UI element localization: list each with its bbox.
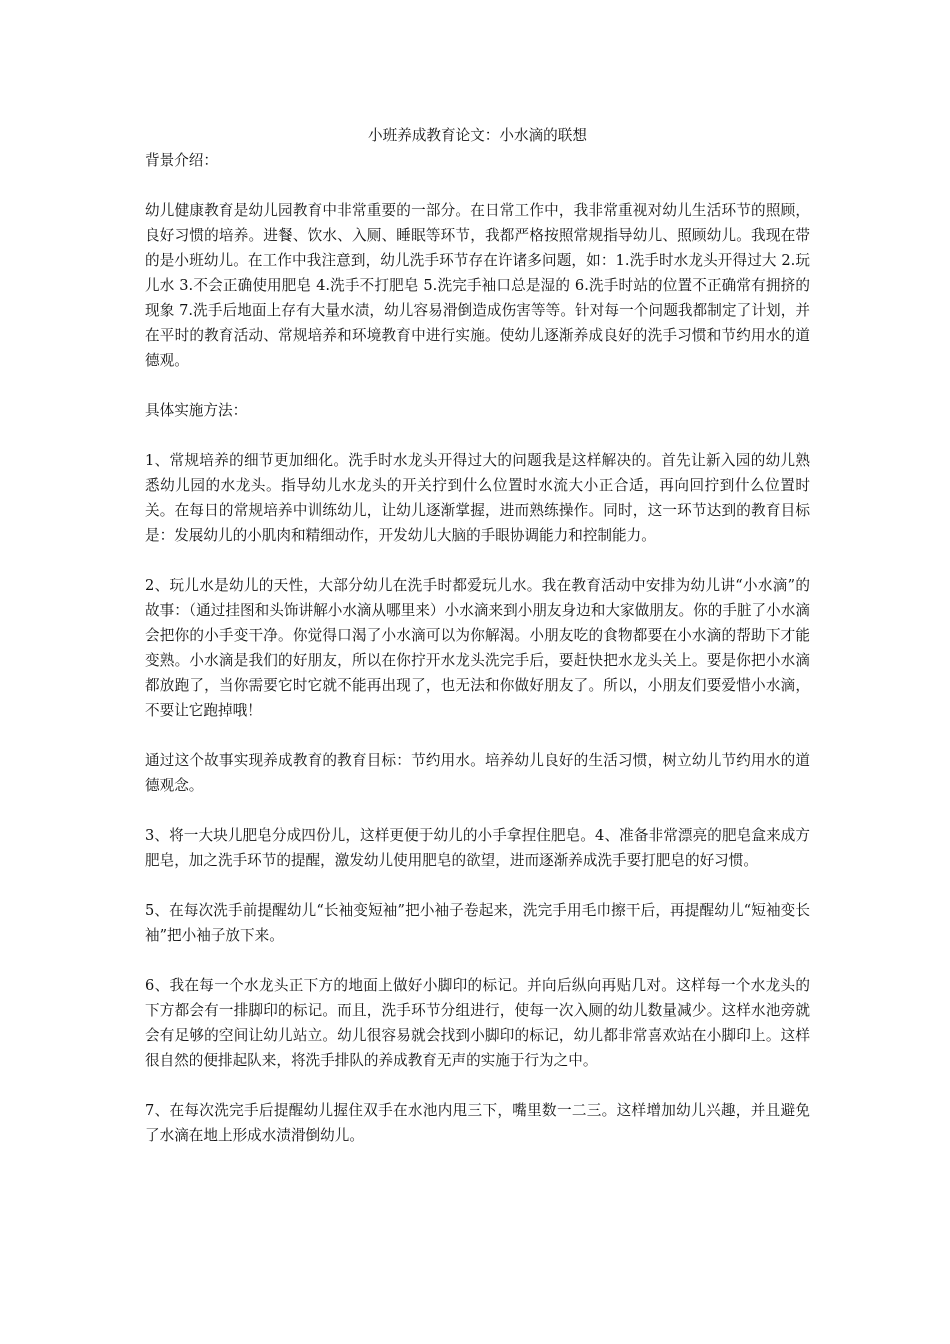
- document-title: 小班养成教育论文：小水滴的联想: [368, 127, 587, 144]
- paragraph-gap: [145, 798, 810, 823]
- paragraph-gap: [145, 948, 810, 973]
- background-label: 背景介绍：: [145, 152, 218, 169]
- paragraph-gap: [145, 873, 810, 898]
- paragraph-gap: [145, 548, 810, 573]
- method-paragraph-1: 1、常规培养的细节更加细化。洗手时水龙头开得过大的问题我是这样解决的。首先让新入园的幼儿熟悉幼儿园的水龙头。指导幼儿水龙头的开关拧到什么位置时水流大小正合适，再向回拧到什么位置时关。在每日的常规培养中训练幼儿，让幼儿逐渐掌握，进而熟练操作。同时，这一环节达到的教育目标是：发展幼儿的小肌肉和精细动作，开发幼儿大脑的手眼协调能力和控制能力。: [145, 452, 810, 544]
- method-paragraph-7: 7、在每次洗完手后提醒幼儿握住双手在水池内甩三下，嘴里数一二三。这样增加幼儿兴趣，并且避免了水滴在地上形成水渍滑倒幼儿。: [145, 1102, 810, 1144]
- document-body: [145, 123, 810, 1148]
- methods-label: 具体实施方法：: [145, 402, 248, 419]
- method-paragraph-6: 6、我在每一个水龙头正下方的地面上做好小脚印的标记。并向后纵向再贴几对。这样每一个水龙头的下方都会有一排脚印的标记。而且，洗手环节分组进行，使每一次入厕的幼儿数量减少。这样水池旁就会有足够的空间让幼儿站立。幼儿很容易就会找到小脚印的标记，幼儿都非常喜欢站在小脚印上。这样很自然的便排起队来，将洗手排队的养成教育无声的实施于行为之中。: [145, 977, 810, 1069]
- paragraph-gap: [145, 1073, 810, 1098]
- method-paragraph-5: 5、在每次洗手前提醒幼儿“长袖变短袖”把小袖子卷起来，洗完手用毛巾擦干后，再提醒幼儿“短袖变长袖”把小袖子放下来。: [145, 902, 810, 944]
- paragraph-gap: [145, 173, 810, 198]
- method-paragraph-3-4: 3、将一大块儿肥皂分成四份儿，这样更便于幼儿的小手拿捏住肥皂。4、准备非常漂亮的肥皂盒来成方肥皂，加之洗手环节的提醒，激发幼儿使用肥皂的欲望，进而逐渐养成洗手要打肥皂的好习惯。: [145, 827, 810, 869]
- method-paragraph-2: 2、玩儿水是幼儿的天性，大部分幼儿在洗手时都爱玩儿水。我在教育活动中安排为幼儿讲“小水滴”的故事：（通过挂图和头饰讲解小水滴从哪里来）小水滴来到小朋友身边和大家做朋友。你的手脏了小水滴会把你的小手变干净。你觉得口渴了小水滴可以为你解渴。小朋友吃的食物都要在小水滴的帮助下才能变熟。小水滴是我们的好朋友，所以在你拧开水龙头洗完手后，要赶快把水龙头关上。要是你把小水滴都放跑了，当你需要它时它就不能再出现了，也无法和你做好朋友了。所以，小朋友们要爱惜小水滴，不要让它跑掉哦！: [145, 577, 810, 719]
- paragraph-gap: [145, 373, 810, 398]
- paragraph-gap: [145, 423, 810, 448]
- paragraph-gap: [145, 723, 810, 748]
- intro-paragraph: 幼儿健康教育是幼儿园教育中非常重要的一部分。在日常工作中，我非常重视对幼儿生活环节的照顾，良好习惯的培养。进餐、饮水、入厕、睡眠等环节，我都严格按照常规指导幼儿、照顾幼儿。我现在带的是小班幼儿。在工作中我注意到，幼儿洗手环节存在许诸多问题，如：1.洗手时水龙头开得过大 2.玩儿水 3.不会正确使用肥皂 4.洗手不打肥皂 5.洗完手袖口总是湿的 6.洗手时站的位置不正确常有拥挤的现象 7.洗手后地面上存有大量水渍，幼儿容易滑倒造成伤害等等。针对每一个问题我都制定了计划，并在平时的教育活动、常规培养和环境教育中进行实施。使幼儿逐渐养成良好的洗手习惯和节约用水的道德观。: [145, 202, 810, 369]
- story-goal-paragraph: 通过这个故事实现养成教育的教育目标：节约用水。培养幼儿良好的生活习惯，树立幼儿节约用水的道德观念。: [145, 752, 810, 794]
